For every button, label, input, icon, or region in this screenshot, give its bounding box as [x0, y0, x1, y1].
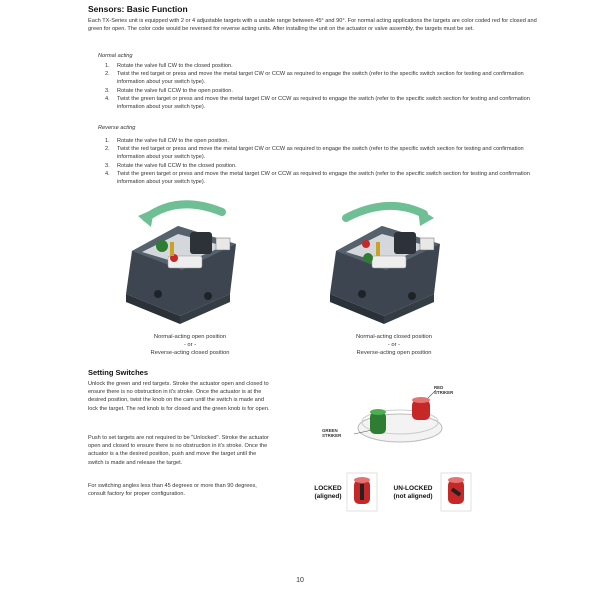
list-item	[98, 95, 538, 111]
setting-switches-heading: Setting Switches	[88, 368, 149, 377]
setting-paragraph-2: Push to set targets are not required to be "Unlocked". Stroke the actuator open and closed to ensure there is no obstruction in it's stroke. Once the actuator is a the desired position, push and move the target until the switch is made and release the target.	[88, 435, 269, 466]
step-number: 3.	[105, 162, 110, 169]
list-item	[98, 137, 538, 145]
normal-acting-title: Normal acting	[98, 53, 133, 59]
caption-line: Normal-acting open position	[153, 334, 227, 340]
list-item	[98, 170, 538, 186]
sensor-figure-closed	[322, 196, 452, 331]
label-line: (not aligned)	[393, 493, 433, 500]
label-line: (aligned)	[314, 493, 342, 500]
caption-or: - or -	[183, 342, 197, 348]
setting-paragraph-3: For switching angles less than 45 degrees or more than 90 degrees, consult factory for proper configuration.	[88, 483, 257, 498]
label-line: STRIKER	[434, 390, 454, 395]
list-item	[98, 162, 538, 170]
step-text: Rotate the valve full CCW to the closed position.	[117, 162, 237, 169]
list-item	[98, 62, 538, 70]
step-number: 2.	[105, 71, 110, 78]
reverse-acting-steps	[98, 137, 538, 186]
list-item	[98, 145, 538, 161]
section-heading: Sensors: Basic Function	[88, 4, 188, 14]
label-line: LOCKED	[314, 485, 342, 492]
step-text: Twist the green target or press and move the metal target CW or CCW as required to engage the switch (refer to the specific switch section for testing and confirmation information about your switch type).	[117, 95, 530, 111]
caption-line: Reverse-acting closed position	[150, 350, 230, 356]
label-line: RED	[434, 385, 444, 390]
list-item	[98, 70, 538, 86]
label-line: GREEN	[322, 428, 338, 433]
unlocked-knob-icon	[440, 472, 472, 512]
unlocked-label	[388, 485, 438, 501]
green-striker-icon	[370, 412, 386, 434]
green-striker-label	[322, 428, 341, 438]
rotation-arrow	[346, 206, 424, 218]
step-number: 4.	[105, 170, 110, 177]
striker-illustration	[340, 390, 460, 455]
step-text: Twist the red target or press and move the metal target CW or CCW as required to engage the switch (refer to the specific switch section for testing and confirmation information about your switch type).	[117, 71, 524, 86]
step-number: 4.	[105, 95, 110, 102]
step-text: Twist the green target or press and move the metal target CW or CCW as required to engage the switch (refer to the specific switch section for testing and confirmation information about your switch type).	[117, 170, 530, 186]
red-striker-label	[434, 385, 453, 395]
step-text: Rotate the valve full CW to the closed position.	[117, 63, 233, 69]
page-number: 10	[296, 577, 304, 584]
setting-paragraph-1: Unlock the green and red targets. Stroke the actuator open and closed to ensure there is no obstruction in it's stroke. Once the actuator is at the desired position, twist the knob on the cam until the switch is made and lock the target. The red knob is for closed and the green knob is for open.	[88, 381, 270, 412]
arrow-head-icon	[138, 209, 154, 227]
caption-line: Reverse-acting open position	[356, 350, 432, 356]
rotation-arrow	[146, 204, 222, 218]
green-target-icon	[363, 253, 373, 263]
caption-or: - or -	[387, 342, 401, 348]
list-item	[98, 87, 538, 95]
figure-caption-left	[130, 333, 250, 357]
step-number: 1.	[105, 138, 110, 144]
intro-paragraph: Each TX-Series unit is equipped with 2 or 4 adjustable targets with a usable range between 45° and 90°. For normal acting applications the targets are color coded red for closed and green for open. The color code would be reversed for reverse acting units. After installing the unit on the actuator or valve assembly, the targets must be set.	[88, 18, 537, 33]
figure-caption-right	[334, 333, 454, 357]
locked-label	[310, 485, 346, 501]
step-number: 2.	[105, 146, 110, 153]
step-text: Rotate the valve full CCW to the open position.	[117, 87, 233, 94]
locked-knob-icon	[346, 472, 378, 512]
step-number: 3.	[105, 87, 110, 94]
step-text: Rotate the valve full CW to the open position.	[117, 138, 229, 144]
reverse-acting-title: Reverse acting	[98, 125, 136, 131]
caption-line: Normal-acting closed position	[355, 334, 433, 340]
label-line: UN-LOCKED	[393, 485, 433, 492]
step-text: Twist the red target or press and move the metal target CW or CCW as required to engage the switch (refer to the specific switch section for testing and confirmation information about your switch type).	[117, 146, 524, 161]
red-target-icon	[362, 240, 370, 248]
green-target-icon	[156, 240, 168, 252]
label-line: STRIKER	[322, 433, 342, 438]
normal-acting-steps	[98, 62, 538, 111]
step-number: 1.	[105, 63, 110, 69]
sensor-figure-open	[118, 196, 248, 331]
